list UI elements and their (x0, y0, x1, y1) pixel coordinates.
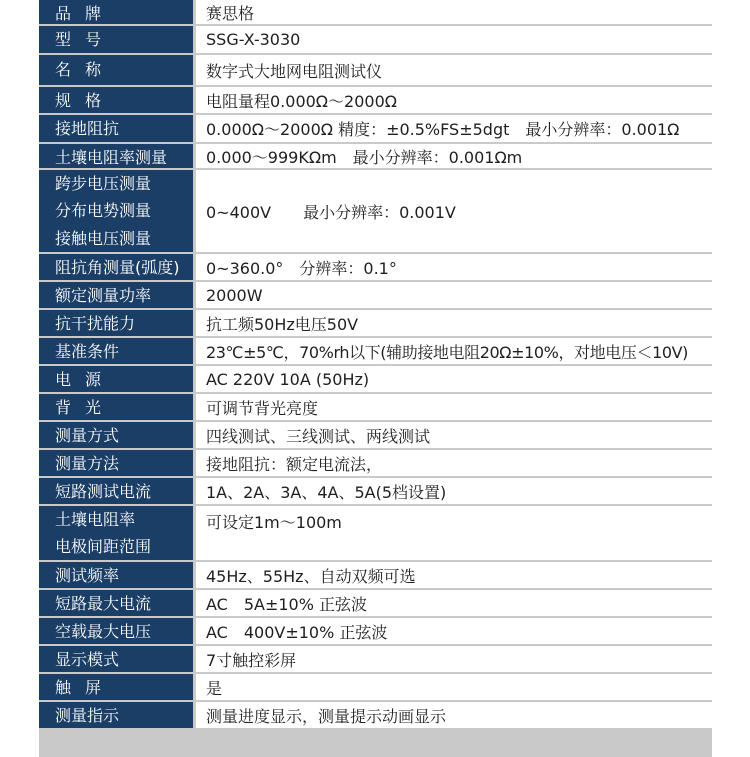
spec-value: 7寸触控彩屏 (196, 646, 712, 672)
spec-label (39, 366, 193, 392)
spec-label-line: 接地阻抗 (55, 119, 120, 138)
spec-row (39, 115, 712, 142)
spec-row (39, 282, 712, 308)
spec-row (39, 450, 712, 476)
spec-label (39, 0, 193, 24)
spec-value: 1A、2A、3A、4A、5A(5档设置) (196, 478, 712, 504)
spec-row (39, 506, 712, 560)
spec-label-line: 背光 (55, 398, 116, 417)
spec-value: 23℃±5℃，70%rh以下(辅助接地电阻20Ω±10%，对地电压＜10V) (196, 338, 712, 364)
spec-row (39, 310, 712, 336)
spec-label (39, 646, 193, 672)
spec-label-line: 分布电势测量 (55, 201, 152, 221)
spec-label (39, 144, 193, 168)
spec-value: 0~360.0° 分辨率：0.1° (196, 254, 712, 280)
spec-value: 抗工频50Hz电压50V (196, 310, 712, 336)
spec-label (39, 506, 193, 560)
spec-row (39, 366, 712, 392)
spec-row (39, 478, 712, 504)
spec-label-line: 显示模式 (55, 650, 120, 669)
spec-value: 测量进度显示，测量提示动画显示 (196, 702, 712, 728)
spec-label-line: 土壤电阻率测量 (55, 148, 168, 167)
spec-label (39, 310, 193, 336)
spec-value: 2000W (196, 282, 712, 308)
spec-label-line: 空载最大电压 (55, 622, 152, 641)
spec-value: 四线测试、三线测试、两线测试 (196, 422, 712, 448)
spec-label (39, 702, 193, 728)
spec-label (39, 282, 193, 308)
spec-label (39, 590, 193, 616)
spec-label (39, 422, 193, 448)
spec-value: 赛思格 (196, 0, 712, 24)
spec-value: 0~400V 最小分辨率：0.001V (196, 170, 712, 252)
spec-label-line: 土壤电阻率 (55, 510, 136, 529)
spec-row (39, 646, 712, 672)
spec-label (39, 170, 193, 252)
spec-row (39, 702, 712, 728)
spec-label-line: 规格 (55, 91, 116, 110)
spec-label (39, 478, 193, 504)
spec-row (39, 254, 712, 280)
spec-label-line: 电源 (55, 370, 116, 389)
spec-row (39, 562, 712, 588)
spec-label (39, 674, 193, 700)
spec-value: AC 220V 10A (50Hz) (196, 366, 712, 392)
spec-label-line: 测量指示 (55, 706, 120, 725)
spec-label-line: 品牌 (55, 4, 116, 23)
spec-row (39, 144, 712, 168)
spec-label (39, 618, 193, 644)
spec-row (39, 590, 712, 616)
spec-label-line: 电极间距范围 (55, 537, 152, 556)
spec-row (39, 87, 712, 113)
spec-row (39, 338, 712, 364)
spec-row (39, 394, 712, 420)
spec-value: AC 5A±10% 正弦波 (196, 590, 712, 616)
spec-value: 电阻量程0.000Ω～2000Ω (196, 87, 712, 113)
spec-row (39, 26, 712, 53)
spec-row (39, 55, 712, 85)
spec-value: 45Hz、55Hz、自动双频可选 (196, 562, 712, 588)
spec-label-line: 基准条件 (55, 342, 120, 361)
spec-label (39, 562, 193, 588)
spec-label (39, 26, 193, 53)
spec-label-line: 测量方法 (55, 454, 120, 473)
spec-label-line: 阻抗角测量(弧度) (55, 258, 180, 277)
spec-label (39, 394, 193, 420)
spec-label-line: 短路测试电流 (55, 482, 152, 501)
spec-label-line: 额定测量功率 (55, 286, 152, 305)
spec-row (39, 674, 712, 700)
spec-table (39, 0, 712, 757)
spec-label-line: 测试频率 (55, 566, 120, 585)
spec-label-line: 测量方式 (55, 426, 120, 445)
spec-value: 是 (196, 674, 712, 700)
spec-label-line: 抗干扰能力 (55, 314, 136, 333)
spec-label-line: 型号 (55, 30, 116, 49)
spec-row (39, 170, 712, 252)
spec-value: AC 400V±10% 正弦波 (196, 618, 712, 644)
spec-value: 0.000～999KΩm 最小分辨率：0.001Ωm (196, 144, 712, 168)
spec-label-line: 接触电压测量 (55, 228, 152, 248)
spec-label (39, 55, 193, 85)
spec-value: 可设定1m～100m (196, 506, 712, 560)
spec-value: SSG-X-3030 (196, 26, 712, 53)
spec-label-line: 名称 (55, 60, 116, 79)
spec-value: 可调节背光亮度 (196, 394, 712, 420)
spec-label (39, 254, 193, 280)
spec-row (39, 0, 712, 24)
spec-label (39, 450, 193, 476)
spec-label (39, 338, 193, 364)
spec-value: 0.000Ω～2000Ω 精度：±0.5%FS±5dgt 最小分辨率：0.001Ω (196, 115, 712, 142)
spec-row (39, 618, 712, 644)
spec-value: 接地阻抗：额定电流法， (196, 450, 712, 476)
spec-label-line: 跨步电压测量 (55, 174, 152, 193)
spec-label-line: 触屏 (55, 678, 116, 697)
spec-label (39, 115, 193, 142)
spec-label-line: 短路最大电流 (55, 594, 152, 613)
spec-label (39, 87, 193, 113)
spec-value: 数字式大地网电阻测试仪 (196, 55, 712, 85)
spec-row (39, 422, 712, 448)
